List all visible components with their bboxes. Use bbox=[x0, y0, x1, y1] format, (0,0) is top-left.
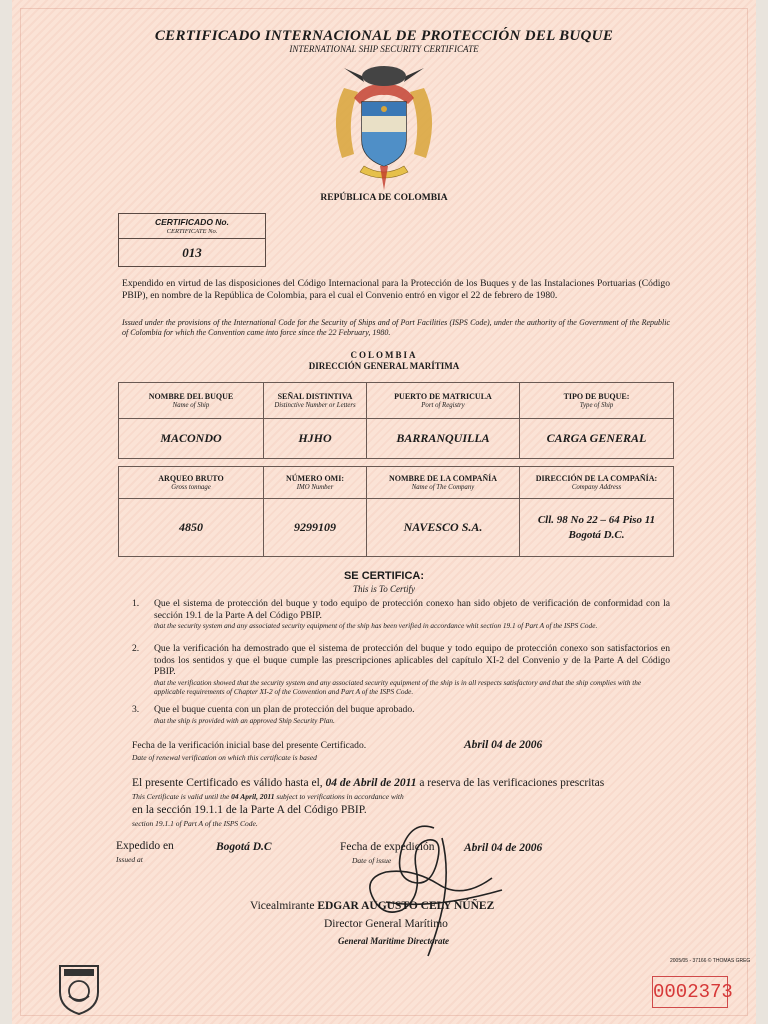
republic-label: REPÚBLICA DE COLOMBIA bbox=[320, 193, 448, 203]
certificate-number: 013 bbox=[182, 245, 202, 260]
validity-section: en la sección 19.1.1 de la Parte A del Código PBIP. bbox=[132, 804, 367, 816]
certify-item-number: 3. bbox=[132, 704, 140, 715]
authority-directorate: DIRECCIÓN GENERAL MARÍTIMA bbox=[308, 361, 460, 371]
issue-place-label: Expedido en bbox=[116, 840, 174, 852]
certificate-page bbox=[12, 0, 756, 1024]
issue-place-label-en: Issued at bbox=[116, 855, 143, 864]
certify-item-es: Que el sistema de protección del buque y todo equipo de protección conexo han sido objeto de verificación de conformidad con la sección 19.1 de la Parte A del Código PBIP. bbox=[154, 598, 670, 621]
certify-item bbox=[132, 643, 670, 697]
issue-date: Abril 04 de 2006 bbox=[464, 842, 543, 854]
company-address bbox=[520, 499, 674, 557]
certify-item-en: that the security system and any associated security equipment of the ship has been verified in accordance whit section 19.1 of Part A of the ISPS Code. bbox=[154, 621, 598, 630]
ship-signal: HJHO bbox=[264, 419, 367, 459]
signatory-name: EDGAR AUGUSTO CELY NÚÑEZ bbox=[317, 900, 495, 912]
certify-item-number: 2. bbox=[132, 643, 140, 654]
ship-name: MACONDO bbox=[119, 419, 264, 459]
serial-number: 0002373 bbox=[652, 976, 728, 1008]
ship-header-signal: SEÑAL DISTINTIVA Distinctive Number or Letters bbox=[264, 383, 367, 419]
company-header-address: DIRECCIÓN DE LA COMPAÑÍA: Company Address bbox=[520, 467, 674, 499]
intro-spanish: Expendido en virtud de las disposiciones del Código Internacional para la Protección de los Buques y de las Instalaciones Portuarias (Código PBIP), en nombre de la República de Colombia, para el cual el Convenio entró en vigor el 22 de febrero de 1980. bbox=[122, 278, 670, 301]
company-header-tonnage: ARQUEO BRUTO Gross tonnage bbox=[119, 467, 264, 499]
validity-section-en: section 19.1.1 of Part A of the ISPS Code. bbox=[132, 819, 258, 828]
certify-item-es: Que la verificación ha demostrado que el sistema de protección del buque y todo equipo de protección conexo son satisfactorios en todos los sentidos y que el buque cumple las prescripciones aplicables del capítulo XI-2 del Convenio y de la Parte A del Código PBIP. bbox=[154, 643, 670, 677]
company-name: NAVESCO S.A. bbox=[367, 499, 520, 557]
certify-item-en: that the ship is provided with an approved Ship Security Plan. bbox=[154, 715, 335, 725]
validity-date-en: 04 April, 2011 bbox=[231, 792, 275, 801]
company-address-line1: Cll. 98 No 22 – 64 Piso 11 bbox=[537, 513, 656, 526]
ship-port: BARRANQUILLA bbox=[367, 419, 520, 459]
certificate-number-label-en: CERTIFICATE No. bbox=[166, 228, 218, 235]
validity-statement: El presente Certificado es válido hasta el, 04 de Abril de 2011 a reserva de las verificaciones prescritas bbox=[132, 777, 605, 789]
verification-label-en: Date of renewal verification on which this certificate is based bbox=[132, 753, 317, 762]
imo-number: 9299109 bbox=[264, 499, 367, 557]
dimar-logo-icon bbox=[56, 958, 102, 1016]
certify-item-number: 1. bbox=[132, 598, 140, 609]
company-table bbox=[118, 466, 674, 557]
company-address-line2: Bogotá D.C. bbox=[568, 528, 625, 541]
certify-item-es: Que el buque cuenta con un plan de protección del buque aprobado. bbox=[154, 704, 415, 715]
coat-of-arms-icon bbox=[324, 58, 444, 190]
signatory-title-en: General Maritime Directorate bbox=[338, 936, 449, 946]
certify-item bbox=[132, 598, 670, 631]
authority-country: COLOMBIA bbox=[350, 350, 418, 360]
certificate-subtitle: INTERNATIONAL SHIP SECURITY CERTIFICATE bbox=[289, 44, 479, 54]
issue-date-label-en: Date of issue bbox=[352, 856, 392, 865]
company-header-imo: NÚMERO OMI: IMO Number bbox=[264, 467, 367, 499]
certificate-number-label: CERTIFICADO No. bbox=[155, 217, 229, 227]
ship-header-port: PUERTO DE MATRICULA Port of Registry bbox=[367, 383, 520, 419]
verification-label: Fecha de la verificación inicial base del presente Certificado. bbox=[132, 740, 367, 751]
ship-header-type: TIPO DE BUQUE: Type of Ship bbox=[520, 383, 674, 419]
certify-title: SE CERTIFICA: bbox=[343, 570, 425, 582]
intro-english: Issued under the provisions of the International Code for the Security of Ships and of Port Facilities (ISPS Code), under the authority of the Government of the Republic of Colombia for which the Convention came into force since the 22 February, 1980. bbox=[122, 318, 670, 337]
gross-tonnage: 4850 bbox=[119, 499, 264, 557]
issue-place: Bogotá D.C bbox=[216, 841, 272, 853]
certify-item-en: that the verification showed that the security system and any associated security equipment of the ship is in all respects satisfactory and that the ship complies with the applicable requirements of Chapter XI-2 of the Convention and Part A of the ISPS Code. bbox=[154, 677, 642, 696]
certify-item bbox=[132, 704, 670, 725]
ship-table bbox=[118, 382, 674, 459]
ship-header-name: NOMBRE DEL BUQUE Name of Ship bbox=[119, 383, 264, 419]
signatory-name-line: Vicealmirante EDGAR AUGUSTO CELY NÚÑEZ bbox=[250, 900, 495, 912]
ship-type: CARGA GENERAL bbox=[520, 419, 674, 459]
certificate-number-box bbox=[118, 213, 266, 267]
certificate-title: CERTIFICADO INTERNACIONAL DE PROTECCIÓN DEL BUQUE bbox=[154, 28, 614, 44]
company-header-name: NOMBRE DE LA COMPAÑÍA Name of The Company bbox=[367, 467, 520, 499]
printer-mark: 2005/05 - 37166 © THOMAS GREG bbox=[670, 958, 751, 964]
issue-date-label: Fecha de expedición bbox=[340, 841, 435, 853]
validity-statement-en: This Certificate is valid until the 04 April, 2011 subject to verifications in accordance with bbox=[132, 792, 404, 801]
signatory-title: Director General Marítimo bbox=[324, 918, 448, 930]
validity-date: 04 de Abril de 2011 bbox=[325, 777, 417, 789]
certify-title-en: This is To Certify bbox=[353, 584, 415, 594]
verification-date: Abril 04 de 2006 bbox=[464, 739, 543, 751]
